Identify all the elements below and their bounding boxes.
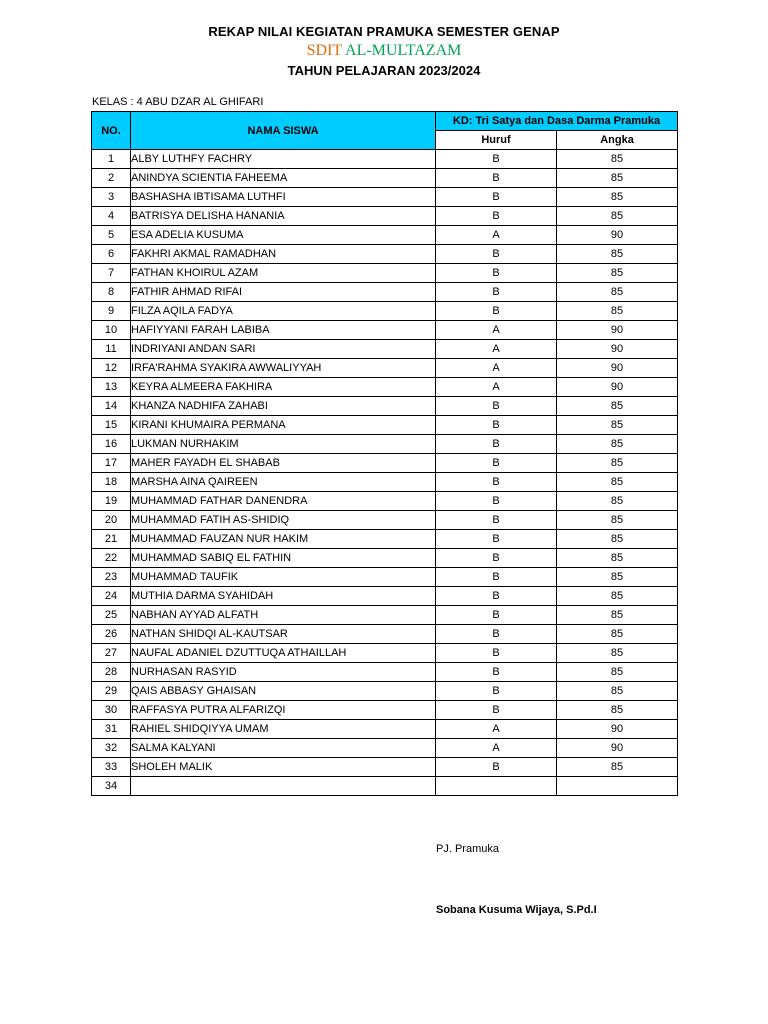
row-angka: 85 (557, 568, 678, 587)
row-angka: 85 (557, 530, 678, 549)
row-name: BATRISYA DELISHA HANANIA (131, 207, 436, 226)
row-name: FATHIR AHMAD RIFAI (131, 283, 436, 302)
table-row (92, 758, 678, 777)
table-row (92, 416, 678, 435)
row-huruf (436, 777, 557, 796)
header-angka: Angka (557, 131, 678, 150)
grades-table (91, 111, 678, 796)
row-huruf: A (436, 378, 557, 397)
row-huruf: A (436, 226, 557, 245)
row-no: 27 (92, 644, 131, 663)
row-name: KEYRA ALMEERA FAKHIRA (131, 378, 436, 397)
row-no: 18 (92, 473, 131, 492)
row-angka: 85 (557, 454, 678, 473)
row-no: 7 (92, 264, 131, 283)
header-kd: KD: Tri Satya dan Dasa Darma Pramuka (436, 112, 678, 131)
row-huruf: B (436, 644, 557, 663)
table-row (92, 150, 678, 169)
table-row (92, 378, 678, 397)
school-name-part1: SDIT (306, 42, 346, 59)
row-angka: 85 (557, 416, 678, 435)
row-name: FAKHRI AKMAL RAMADHAN (131, 245, 436, 264)
row-no: 8 (92, 283, 131, 302)
row-angka: 85 (557, 625, 678, 644)
row-name: ALBY LUTHFY FACHRY (131, 150, 436, 169)
report-title: REKAP NILAI KEGIATAN PRAMUKA SEMESTER GENAP (208, 24, 560, 39)
row-angka: 90 (557, 739, 678, 758)
row-name: NURHASAN RASYID (131, 663, 436, 682)
table-row (92, 720, 678, 739)
row-huruf: B (436, 530, 557, 549)
row-name: KHANZA NADHIFA ZAHABI (131, 397, 436, 416)
row-name: MUHAMMAD FATHAR DANENDRA (131, 492, 436, 511)
row-huruf: B (436, 435, 557, 454)
table-row (92, 701, 678, 720)
row-angka: 85 (557, 606, 678, 625)
row-huruf: B (436, 302, 557, 321)
row-huruf: B (436, 188, 557, 207)
row-huruf: B (436, 625, 557, 644)
row-huruf: B (436, 169, 557, 188)
row-angka: 85 (557, 188, 678, 207)
row-huruf: B (436, 701, 557, 720)
row-name: ANINDYA SCIENTIA FAHEEMA (131, 169, 436, 188)
row-name: IRFA'RAHMA SYAKIRA AWWALIYYAH (131, 359, 436, 378)
row-no: 25 (92, 606, 131, 625)
row-no: 19 (92, 492, 131, 511)
row-angka: 85 (557, 169, 678, 188)
row-name: MUHAMMAD FATIH AS-SHIDIQ (131, 511, 436, 530)
row-name: HAFIYYANI FARAH LABIBA (131, 321, 436, 340)
table-row (92, 568, 678, 587)
table-row (92, 340, 678, 359)
signatory-name: Sobana Kusuma Wijaya, S.Pd.I (436, 904, 597, 916)
row-name: KIRANI KHUMAIRA PERMANA (131, 416, 436, 435)
row-angka: 90 (557, 720, 678, 739)
row-name: NATHAN SHIDQI AL-KAUTSAR (131, 625, 436, 644)
row-angka (557, 777, 678, 796)
row-no: 6 (92, 245, 131, 264)
row-angka: 85 (557, 758, 678, 777)
table-row (92, 397, 678, 416)
row-huruf: B (436, 150, 557, 169)
row-no: 1 (92, 150, 131, 169)
row-huruf: B (436, 454, 557, 473)
table-row (92, 606, 678, 625)
school-name-part2: AL-MULTAZAM (345, 42, 462, 59)
table-row (92, 530, 678, 549)
row-angka: 85 (557, 587, 678, 606)
row-no: 20 (92, 511, 131, 530)
row-huruf: B (436, 245, 557, 264)
row-no: 22 (92, 549, 131, 568)
table-row (92, 302, 678, 321)
row-name: NABHAN AYYAD ALFATH (131, 606, 436, 625)
class-label: KELAS : 4 ABU DZAR AL GHIFARI (92, 96, 264, 108)
row-no: 3 (92, 188, 131, 207)
row-huruf: B (436, 663, 557, 682)
row-no: 26 (92, 625, 131, 644)
row-angka: 85 (557, 644, 678, 663)
row-huruf: A (436, 720, 557, 739)
row-name: RAHIEL SHIDQIYYA UMAM (131, 720, 436, 739)
row-angka: 85 (557, 473, 678, 492)
row-no: 21 (92, 530, 131, 549)
row-no: 9 (92, 302, 131, 321)
row-no: 34 (92, 777, 131, 796)
row-no: 30 (92, 701, 131, 720)
row-no: 32 (92, 739, 131, 758)
row-name: MUHAMMAD SABIQ EL FATHIN (131, 549, 436, 568)
row-name: QAIS ABBASY GHAISAN (131, 682, 436, 701)
row-name: ESA ADELIA KUSUMA (131, 226, 436, 245)
row-angka: 85 (557, 264, 678, 283)
row-no: 23 (92, 568, 131, 587)
row-name: MUHAMMAD TAUFIK (131, 568, 436, 587)
table-row (92, 587, 678, 606)
header-huruf: Huruf (436, 131, 557, 150)
table-row (92, 473, 678, 492)
table-row (92, 321, 678, 340)
row-huruf: B (436, 416, 557, 435)
row-angka: 85 (557, 549, 678, 568)
row-huruf: B (436, 587, 557, 606)
row-no: 16 (92, 435, 131, 454)
row-angka: 85 (557, 207, 678, 226)
row-angka: 90 (557, 359, 678, 378)
row-huruf: B (436, 682, 557, 701)
row-no: 11 (92, 340, 131, 359)
row-angka: 85 (557, 492, 678, 511)
row-no: 28 (92, 663, 131, 682)
row-no: 5 (92, 226, 131, 245)
row-huruf: A (436, 340, 557, 359)
pj-label: PJ. Pramuka (436, 843, 499, 855)
table-row (92, 511, 678, 530)
table-row (92, 283, 678, 302)
table-row (92, 682, 678, 701)
row-angka: 85 (557, 302, 678, 321)
row-no: 31 (92, 720, 131, 739)
row-no: 17 (92, 454, 131, 473)
row-huruf: B (436, 511, 557, 530)
header-no: NO. (92, 112, 131, 150)
row-no: 33 (92, 758, 131, 777)
row-angka: 90 (557, 321, 678, 340)
table-body (92, 150, 678, 796)
table-row (92, 226, 678, 245)
row-huruf: B (436, 568, 557, 587)
row-angka: 85 (557, 701, 678, 720)
row-huruf: B (436, 549, 557, 568)
row-no: 10 (92, 321, 131, 340)
row-no: 29 (92, 682, 131, 701)
row-huruf: B (436, 207, 557, 226)
school-name (0, 42, 768, 60)
row-name: FILZA AQILA FADYA (131, 302, 436, 321)
row-angka: 90 (557, 340, 678, 359)
row-angka: 85 (557, 682, 678, 701)
row-no: 24 (92, 587, 131, 606)
row-name: MAHER FAYADH EL SHABAB (131, 454, 436, 473)
table-row (92, 663, 678, 682)
row-no: 12 (92, 359, 131, 378)
table-row (92, 644, 678, 663)
row-huruf: A (436, 359, 557, 378)
table-row (92, 435, 678, 454)
row-huruf: A (436, 321, 557, 340)
row-huruf: B (436, 283, 557, 302)
row-angka: 85 (557, 511, 678, 530)
table-row (92, 492, 678, 511)
row-angka: 85 (557, 245, 678, 264)
table-row (92, 188, 678, 207)
row-huruf: B (436, 473, 557, 492)
row-name: SALMA KALYANI (131, 739, 436, 758)
row-angka: 85 (557, 150, 678, 169)
row-name: MUTHIA DARMA SYAHIDAH (131, 587, 436, 606)
row-angka: 90 (557, 226, 678, 245)
row-huruf: B (436, 264, 557, 283)
academic-year: TAHUN PELAJARAN 2023/2024 (287, 63, 481, 78)
row-name: MARSHA AINA QAIREEN (131, 473, 436, 492)
table-row (92, 454, 678, 473)
row-name: LUKMAN NURHAKIM (131, 435, 436, 454)
row-huruf: B (436, 397, 557, 416)
row-no: 2 (92, 169, 131, 188)
row-huruf: B (436, 492, 557, 511)
row-huruf: B (436, 606, 557, 625)
row-name: RAFFASYA PUTRA ALFARIZQI (131, 701, 436, 720)
row-no: 14 (92, 397, 131, 416)
table-row (92, 625, 678, 644)
row-no: 15 (92, 416, 131, 435)
row-name: MUHAMMAD FAUZAN NUR HAKIM (131, 530, 436, 549)
row-angka: 85 (557, 397, 678, 416)
row-angka: 90 (557, 378, 678, 397)
header-nama-siswa: NAMA SISWA (131, 112, 436, 150)
table-row (92, 739, 678, 758)
row-angka: 85 (557, 663, 678, 682)
table-row (92, 264, 678, 283)
row-no: 4 (92, 207, 131, 226)
row-name (131, 777, 436, 796)
table-row (92, 359, 678, 378)
row-name: INDRIYANI ANDAN SARI (131, 340, 436, 359)
table-row (92, 169, 678, 188)
row-angka: 85 (557, 283, 678, 302)
table-row (92, 207, 678, 226)
row-name: NAUFAL ADANIEL DZUTTUQA ATHAILLAH (131, 644, 436, 663)
row-huruf: A (436, 739, 557, 758)
row-name: FATHAN KHOIRUL AZAM (131, 264, 436, 283)
row-no: 13 (92, 378, 131, 397)
row-angka: 85 (557, 435, 678, 454)
row-name: SHOLEH MALIK (131, 758, 436, 777)
row-name: BASHASHA IBTISAMA LUTHFI (131, 188, 436, 207)
table-row (92, 777, 678, 796)
table-row (92, 245, 678, 264)
table-row (92, 549, 678, 568)
row-huruf: B (436, 758, 557, 777)
